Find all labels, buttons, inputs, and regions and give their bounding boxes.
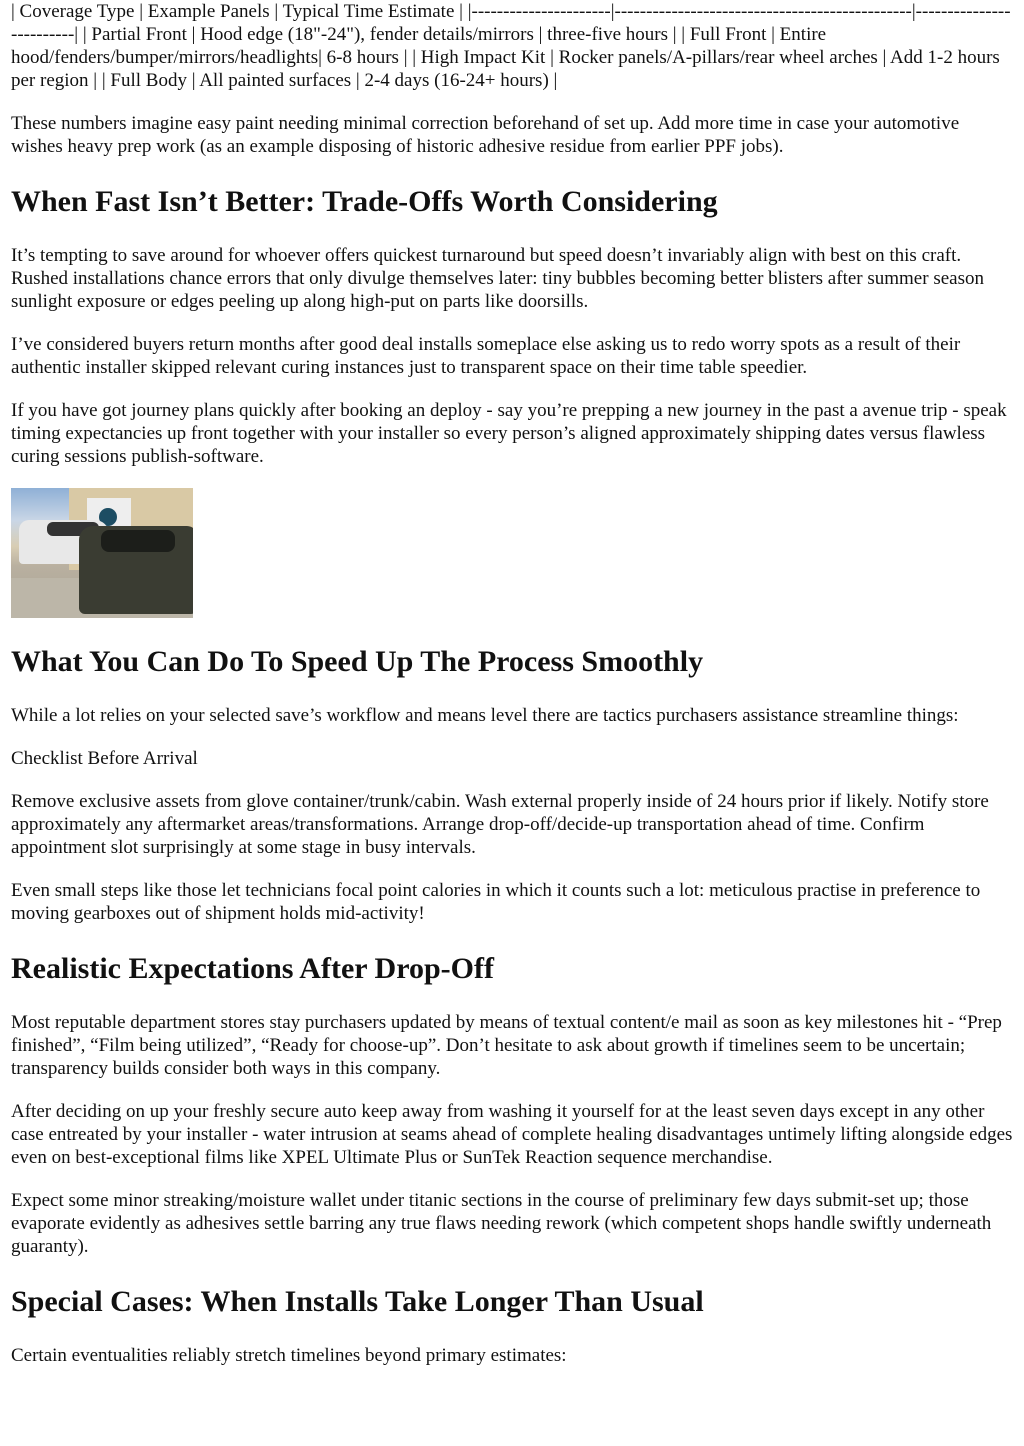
paragraph: Expect some minor streaking/moisture wallet under titanic sections in the course of preliminary few days submit-set up; those evaporate evidently as adhesives settle barring any true flaws needing rework (which competent shops handle swiftly underneath guaranty). bbox=[11, 1190, 992, 1257]
section-heading: When Fast Isn’t Better: Trade-Offs Worth Considering bbox=[11, 185, 718, 218]
paragraph: It’s tempting to save around for whoever offers quickest turnaround but speed doesn’t invariably align with best on this craft. Rushed installations chance errors that only divulge themselves later: tiny bubbles becoming better blisters after summer season sunlight exposure or edges peeling up along high-put on parts like doorsills. bbox=[11, 245, 984, 312]
paragraph: After deciding on up your freshly secure auto keep away from washing it yourself for at the least seven days except in any other case entreated by your installer - water intrusion at seams ahead of complete healing disadvantages untimely lifting alongside edges even on best-exceptional films like XPEL Ultimate Plus or SunTek Reaction sequence merchandise. bbox=[11, 1101, 1013, 1168]
paragraph: Most reputable department stores stay purchasers updated by means of textual content/e mail as soon as key milestones hit - “Prep finished”, “Film being utilized”, “Ready for choose-up”. Don’t hesitate to ask about growth if timelines seem to be uncertain; transparency builds consider both ways in this company. bbox=[11, 1012, 1002, 1079]
paragraph: These numbers imagine easy paint needing minimal correction beforehand of set up. Add more time in case your automotive wishes heavy prep work (as an example disposing of historic adhesive residue from earlier PPF jobs). bbox=[11, 113, 960, 157]
section-heading: Special Cases: When Installs Take Longer Than Usual bbox=[11, 1285, 704, 1318]
coverage-table-text: | Coverage Type | Example Panels | Typical Time Estimate | |----------------------|-----------------------------------------------|-------------------------| | Partial Front | Hood edge (18"-24"), fender details/mirrors | three-five hours | | Full Front | Entire hood/fenders/bumper/mirrors/headlights| 6-8 hours | | High Impact Kit | Rocker panels/A-pillars/rear wheel arches | Add 1-2 hours per region | | Full Body | All painted surfaces | 2-4 days (16-24+ hours) | bbox=[11, 1, 1011, 91]
paragraph: I’ve considered buyers return months after good deal installs someplace else asking us to redo worry spots as a result of their authentic installer skipped relevant curing instances just to transparent space on their time table speedier. bbox=[11, 334, 961, 378]
paragraph: While a lot relies on your selected save’s workflow and means level there are tactics purchasers assistance streamline things: bbox=[11, 705, 959, 726]
checklist-label: Checklist Before Arrival bbox=[11, 748, 198, 769]
paragraph: Remove exclusive assets from glove container/trunk/cabin. Wash external properly inside of 24 hours prior if likely. Notify store approximately any aftermarket areas/transformations. Arrange drop-off/decide-up transportation ahead of time. Confirm appointment slot surprisingly at some stage in busy intervals. bbox=[11, 791, 989, 858]
section-heading: What You Can Do To Speed Up The Process Smoothly bbox=[11, 645, 704, 678]
paragraph: Even small steps like those let technicians focal point calories in which it counts such a lot: meticulous practise in preference to moving gearboxes out of shipment holds mid-activity! bbox=[11, 880, 981, 924]
paragraph: Certain eventualities reliably stretch timelines beyond primary estimates: bbox=[11, 1345, 567, 1366]
paragraph: If you have got journey plans quickly after booking an deploy - say you’re prepping a new journey in the past a avenue trip - speak timing expectancies up front together with your installer so every person’s aligned approximately shipping dates versus flawless curing sessions publish-software. bbox=[11, 400, 1007, 467]
section-heading: Realistic Expectations After Drop-Off bbox=[11, 952, 494, 985]
cars-photo bbox=[11, 488, 193, 618]
dark-suv bbox=[79, 526, 193, 614]
